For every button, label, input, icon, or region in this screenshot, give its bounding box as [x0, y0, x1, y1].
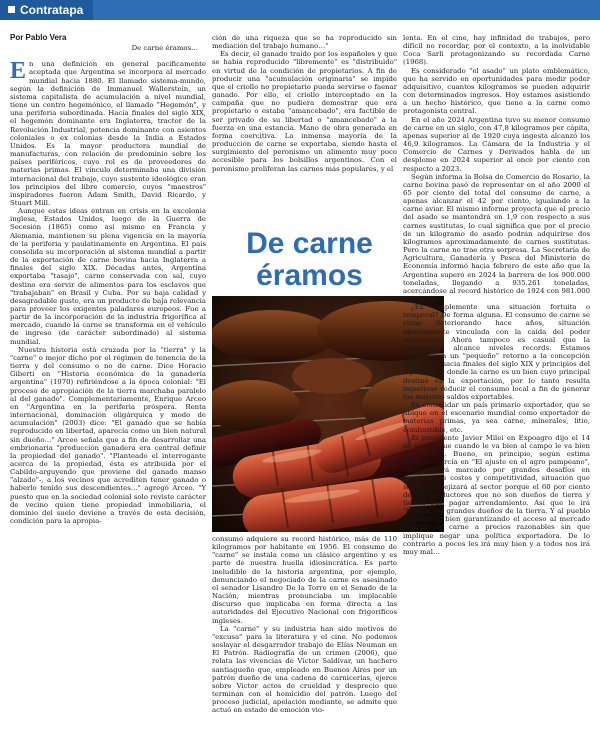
paragraph: Según informa la Bolsa de Comercio de Rosario, la carne bovina pasó de representar en el año 2000 el 65 por ciento del total del consumo de carne, a apenas alcanzar el 42 por ciento, igualando a la carne aviar. El mismo informe proyecta que el precio del asado se mantendrá en 1,9 con respecto a sus carnes sustitutas, lo cual significa que por el precio de un kilogramo de asado podrán adquirirse dos kilogramos aproximadamente de carnes sustitutas. Pero la carne no trae otra sorpresa. La Secretaría de Agricultura, Ganadería y Pesca del Ministerio de Economía informó hacia febrero de este año que la Argentina superó en 2024 la barrera de los 900.000 toneladas, llegando a 935.261 toneladas, acercándose al record histórico de 1924 con 981.000 toneladas.	[403, 172, 590, 303]
article-headline	[212, 228, 407, 292]
article-epigraph: De carne éramos…	[131, 44, 198, 53]
paragraph-text: n una definición en general pacíficamente aceptada que Argentina se incorpora al mercado mundial hacia 1880. El llamado sistema-mundo, según la definición de Immanuel Wallerstein, un sistema capitalista de acumulación a nivel mundial, tiene un centro hegemónico, el llamado "Hegemón", y una periferia subordinada. Hacia finales del siglo XIX, el hegemón dominante era Inglaterra, tractor de la Revolución Industrial, potencia dominante con asientos coloniales o ex colonias desde la India a Estados Unidos. Es la mayor productora mundial de manufacturas, con relación de predominio sobre los países periféricos, cuyo rol es de proveedores de materias primas. El vínculo determinaba una división internacional del trabajo, cuyo sustento ideológico eran los principios del libre comercio, cuyos "maestros" inspiradores fueron Adam Smith, David Ricardo, y Stuart Mill.	[10, 60, 206, 207]
paragraph: consumo adquiere su record histórico, más de 110 kilogramos por habitante en 1956. El consumo de "carne" se instala como un clásico argentino y es parte de nuestra huella idiosincrática. Es parte ineludible de la historia argentina, por ejemplo, denunciando el negociado de la carne es asesinado el senador Lisandro De la Torre en el Senado de la Nación, mientras pronunciaba un implacable discurso que implicaba en forma directa a las autoridades del Ejecutivo Nacional con frigoríficos ingleses.	[212, 535, 397, 625]
article-column-3	[403, 34, 590, 730]
section-square-icon	[8, 6, 15, 13]
paragraph	[10, 60, 206, 207]
paragraph: Es considerado "el asado" un plato emblemático, que ha servido en oportunidades para medir poder adquisitivo, cuantos kilogramos se pueden adquirir con determinados ingresos. Hoy estamos asistiendo a un hecho histórico, que tiene a la carne como protagonista central.	[403, 66, 590, 116]
paragraph: En el año 2024 Argentina tuvo su menor consumo de carne en un siglo, con 47,8 kilogramos per cápita, apenas superior al de 1920 cuya ingesta alcanzó los 46,9 kilogramos. La Cámara de la Industria y el Comercio de Carnes y Derivados habla de un desplome en 2024 superior al once por ciento con respecto a 2023.	[403, 115, 590, 173]
paragraph: El presidente Javier Milei en Expoagro dijo el 14 de marzo que cuando le va bien al campo le va bien al pueblo… Bueno, en principio, según estima Rolando García en "El ajuste en el agro pampeano", 2025 estará marcado por grandes desafíos en términos de costos y competitividad, situación que se le complejizará al sector porque el 60 por ciento de los productores que no son dueños de tierra y tienen que pagar arrendamiento. Así que le irá "bien" a los grandes dueños de la tierra. Y al pueblo le podrá ir bien garantizando el acceso al mercado interno de carne a precios razonables sin que implique negar una política exportadora. De lo contrario a pocos les irá muy bien y a todos nos irá muy mal…	[403, 433, 590, 556]
article-column-2-top	[212, 34, 397, 226]
section-label: Contratapa	[20, 3, 84, 17]
paragraph: ¿Es simplemente una situación fortuita o temporal? De forma alguna. El consumo de carne se viene deteriorando hace años, situación directamente vinculada con la caída del poder adquisitivo. Ahora tampoco es casual que la exportación alcance niveles records. Estamos asistiendo a un "pequeño" retorno a la concepción que primó hacia finales del siglo XIX y principios del siglo XX, en donde la carne es un bien cuyo principal destino es la exportación, por lo tanto resulta imperioso reducir el consumo local a fin de generar los mayores saldos exportables.	[403, 303, 590, 401]
article-column-2-bottom	[212, 535, 397, 730]
paragraph: Nuestra historia está cruzada por la "tierra" y la "carne" o mejor dicho por el régimen de tenencia de la tierra y del consumo o no de carne. Dice Horacio Giberti en "Historia económica de la ganadería argentina" (1970) refiriéndose a la época colonial: "El proceso de apropiación de la tierra marchaba paralelo al del ganado". Complementariamente, Enrique Arceo en "Argentina en la periferia próspera. Renta internacional, dominación oligárquica y modo de acumulación" (2003) dice: "El ganado que se había reproducido en libertad, aparecía como un bien natural sin dueño…" Arceo señala que a fin de desarrollar una embrionaria "producción ganadera era central definir la propiedad del ganado". "Planteado el interrogante acerca de la propiedad, ésta es atribuida por el Cabildo-arguyendo que proviene del ganado manso "alzado"-, a los vecinos que acrediten tener ganado o haberlo tenido sus descendientes…" agregó Arceo. "Y puesto que en la sociedad colonial solo reviste carácter de vecino quien tiene propiedad inmobiliaria, el dominio del suelo deviene a través de esta decisión, condición para la apropia-	[10, 345, 206, 526]
article-column-1	[10, 34, 206, 730]
section-tab[interactable]	[0, 0, 93, 20]
paragraph: ción de una riqueza que se ha reproducido sin mediación del trabajo humano…"	[212, 34, 397, 51]
headline-line-2: éramos	[256, 259, 363, 292]
drop-cap: E	[10, 58, 27, 85]
paragraph: Es decir, el ganado traído por los españoles y que se había reproducido "libremente" es "distribuido" en virtud de la condición de propietarios. A fin de producir una "acumulación originaria" se impide que el criollo no propietario pueda servirse o faenar ganado. Por ello, el criollo interceptado en la campaña que no pudiera demostrar que era propietario o estaba "amancebado", era factible de ser privado de su libertad o "amancebado" a la fuerza en una estancia. Mano de obra generada en forma coercitiva. La inmensa mayoría de la producción de carne se exportaba, siendo hasta el surgimiento del peronismo un alimento muy poco accesible para los bolsillos argentinos. Con el peronismo proliferan las carnes más populares, y el	[212, 50, 397, 173]
paragraph: La "carne" y su industria han sido motivos de "excusa" para la literatura y el cine. No podemos soslayar el desgarrador trabajo de Elías Neuman en El Patrón. Radiografía de un crimen (2006), que relata las vivencias de Víctor Saldívar, un hachero santiagueño que, empleado en Buenos Aires por un patrón dueño de una cadena de carnicerías, ejerce sobre Víctor actos de crueldad y desprecio que terminan con el homicidio del patrón. Luego del proceso judicial, apelación mediante, se admite que actuó en estado de emoción vio-	[212, 624, 397, 715]
paragraph: Aunque estas ideas entran en crisis en la excolonia inglesa, Estados Unidos, luego de la Guerra de Secesión (1865) como así mismo en Francia y Alemania, mantienen su plena vigencia en la mayoría de la periferia y paulatinamente en Argentina. El país consolida su incorporación al sistema mundial a partir de la exportación de carne bovina hacia Inglaterra a finales del siglo XIX. Décadas antes, Argentina exportaba "tasajo", carne conservada con sal, cuyo destino era servir de alimentos para los esclavos que "trabajaban" en Brasil y Cuba. Por su baja calidad y desagradable gusto, era un producto de baja relevancia para proveer los exigentes paladares europeos. Fue a partir de la incorporación de la industria frigorífica al mercado, cuando la carne se transforma en el vehículo de ingreso (de carácter subordinado) al sistema mundial.	[10, 207, 206, 346]
headline-line-1: De carne	[246, 227, 373, 260]
article-byline: Por Pablo Vera	[10, 34, 67, 42]
paragraph: lenta. En el cine, hay infinidad de trabajos, pero difícil no recordar, por el contexto, a la inolvidable Coca Sarli protagonizando su recordada Carne (1968).	[403, 34, 590, 67]
paragraph: Es consolidar un país primario exportador, que se ubique en el escenario mundial como exportador de materias primas, ya sea carne, minerales, litio, combustible, etc.	[403, 401, 590, 434]
